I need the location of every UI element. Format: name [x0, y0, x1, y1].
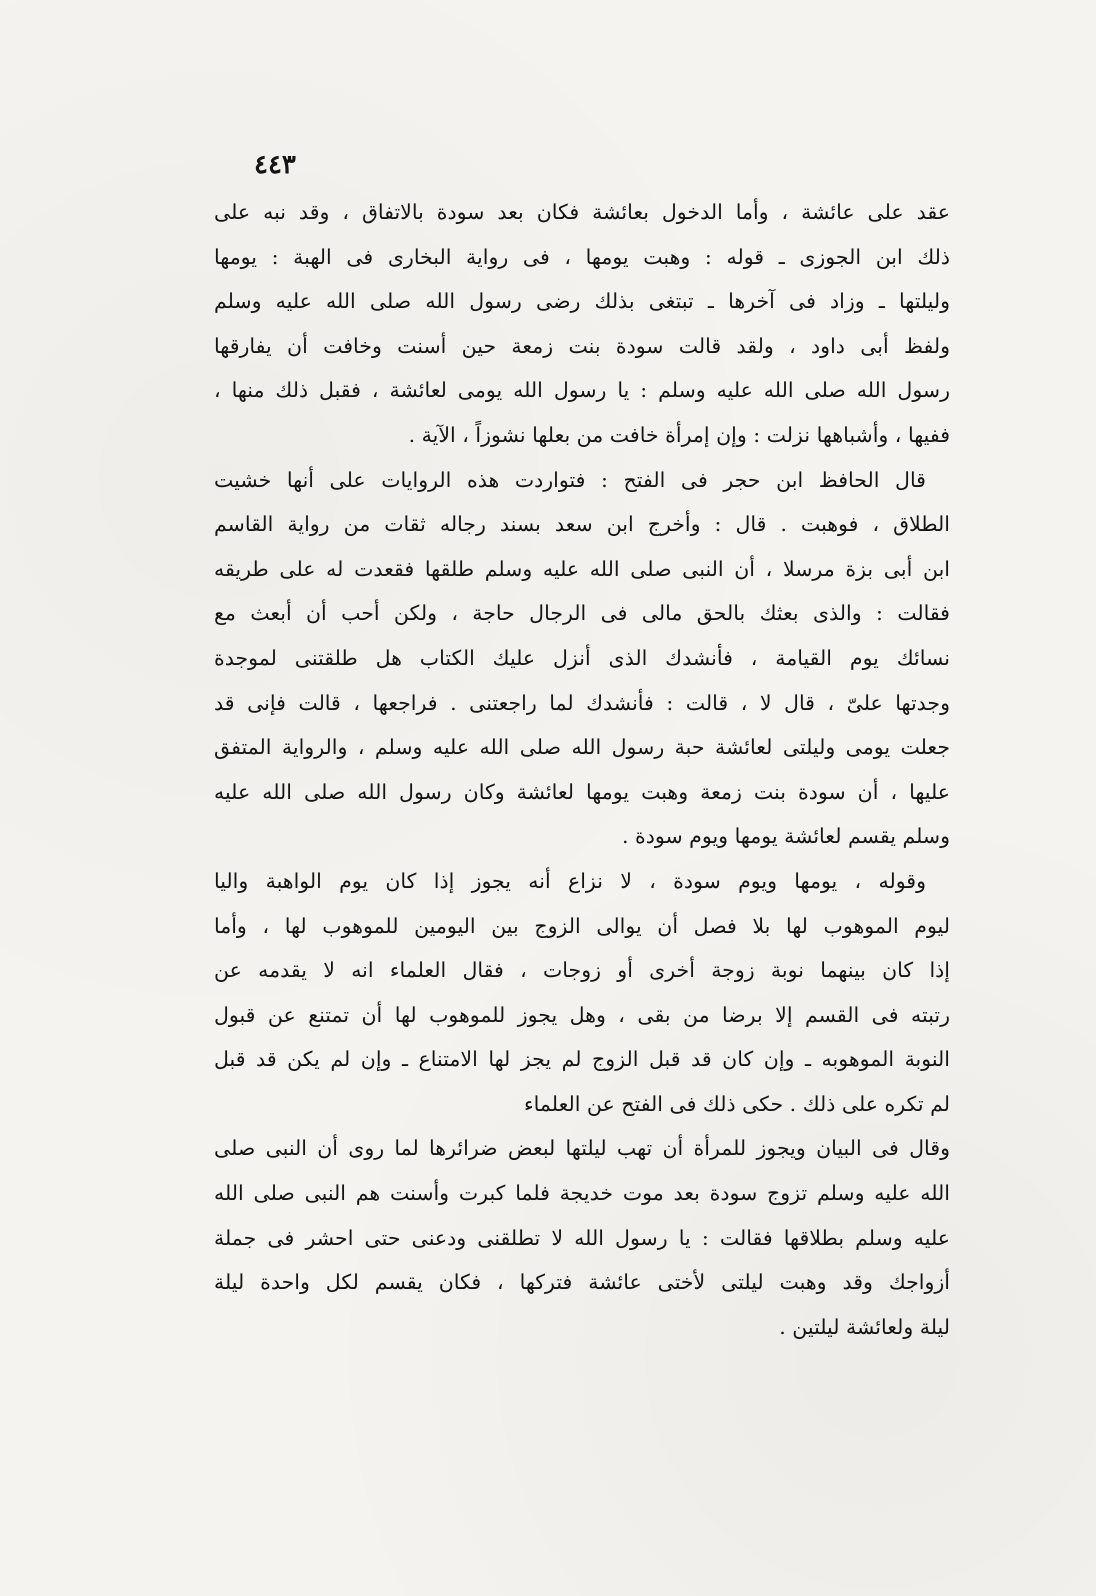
- body-text: [214, 190, 950, 1349]
- text-line: فقالت : والذى بعثك بالحق مالى فى الرجال حاجة ، ولكن أحب أن أبعث مع: [214, 601, 950, 626]
- text-line: وليلتها ـ وزاد فى آخرها ـ تبتغى بذلك رضى رسول الله صلى الله عليه وسلم: [214, 289, 950, 314]
- text-line: عليها ، أن سودة بنت زمعة وهبت يومها لعائشة وكان رسول الله صلى الله عليه: [214, 779, 950, 804]
- text-line: رسول الله صلى الله عليه وسلم : يا رسول الله يومى لعائشة ، فقبل ذلك منها ،: [214, 378, 950, 403]
- text-line: نسائك يوم القيامة ، فأنشدك الذى أنزل عليك الكتاب هل طلقتنى لموجدة: [214, 645, 950, 670]
- text-line: لم تكره على ذلك . حكى ذلك فى الفتح عن العلماء: [524, 1091, 950, 1116]
- text-line: ليلة ولعائشة ليلتين .: [779, 1314, 950, 1339]
- text-line: ليوم الموهوب لها بلا فصل أن يوالى الزوج بين اليومين للموهوب لها ، وأما: [214, 913, 950, 938]
- text-line: ولفظ أبى داود ، ولقد قالت سودة بنت زمعة حين أسنت وخافت أن يفارقها: [214, 333, 950, 358]
- text-line: ابن أبى بزة مرسلا ، أن النبى صلى الله عليه وسلم طلقها فقعدت له على طريقه: [214, 556, 950, 581]
- text-line: قال الحافظ ابن حجر فى الفتح : فتواردت هذه الروايات على أنها خشيت: [214, 467, 926, 492]
- text-line: الطلاق ، فوهبت . قال : وأخرج ابن سعد بسند رجاله ثقات من رواية القاسم: [214, 512, 950, 537]
- text-line: إذا كان بينهما نوبة زوجة أخرى أو زوجات ، فقال العلماء انه لا يقدمه عن: [214, 958, 950, 983]
- text-line: وجدتها علىّ ، قال لا ، قالت : فأنشدك لما راجعتنى . فراجعها ، قالت فإنى قد: [214, 690, 950, 715]
- text-line: الله عليه وسلم تزوج سودة بعد موت خديجة فلما كبرت وأسنت هم النبى صلى الله: [214, 1181, 950, 1206]
- text-line: أزواجك وقد وهبت ليلتى لأختى عائشة فتركها ، فكان يقسم لكل واحدة ليلة: [214, 1270, 950, 1295]
- text-line: عليه وسلم بطلاقها فقالت : يا رسول الله لا تطلقنى ودعنى حتى احشر فى جملة: [214, 1225, 950, 1250]
- text-line: عقد على عائشة ، وأما الدخول بعائشة فكان بعد سودة بالاتفاق ، وقد نبه على: [214, 200, 950, 224]
- text-line: ففيها ، وأشباهها نزلت : وإن إمرأة خافت من بعلها نشوزاً ، الآية .: [408, 422, 950, 447]
- text-line: جعلت يومى وليلتى لعائشة حبة رسول الله صلى الله عليه وسلم ، والرواية المتفق: [214, 735, 950, 760]
- text-line: رتبته فى القسم إلا برضا من بقى ، وهل يجوز للموهوب لها أن تمتنع عن قبول: [214, 1002, 950, 1027]
- text-line: ذلك ابن الجوزى ـ قوله : وهبت يومها ، فى رواية البخارى فى الهبة : يومها: [214, 244, 950, 269]
- text-line: وقوله ، يومها ويوم سودة ، لا نزاع أنه يجوز إذا كان يوم الواهبة واليا: [214, 868, 926, 893]
- text-line: وقال فى البيان ويجوز للمرأة أن تهب ليلتها لبعض ضرائرها لما روى أن النبى صلى: [214, 1136, 950, 1161]
- page-number: ٤٤٣: [254, 150, 296, 180]
- text-line: النوبة الموهوبه ـ وإن كان قد قبل الزوج لم يجز لها الامتناع ـ وإن لم يكن قد قبل: [214, 1047, 950, 1072]
- text-line: وسلم يقسم لعائشة يومها ويوم سودة .: [622, 824, 950, 849]
